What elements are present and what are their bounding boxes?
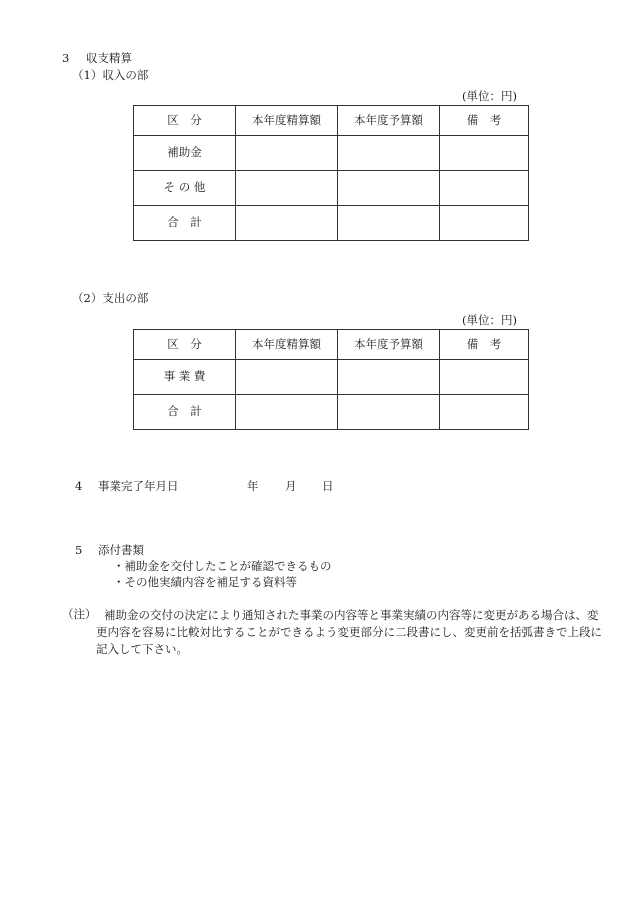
income-settled-cell[interactable] <box>236 136 338 171</box>
section-3-number: 3 <box>62 51 70 65</box>
income-settled-cell[interactable] <box>236 171 338 206</box>
attachment-item: ・補助金を交付したことが確認できるもの <box>113 559 332 573</box>
expense-settled-cell[interactable] <box>236 395 338 430</box>
income-remarks-cell[interactable] <box>440 171 529 206</box>
income-budget-cell[interactable] <box>338 136 440 171</box>
income-header-settled: 本年度精算額 <box>236 106 338 136</box>
section-5-title: 添付書類 <box>98 543 144 557</box>
income-settled-cell[interactable] <box>236 206 338 241</box>
income-table <box>133 105 529 241</box>
completion-month-label: 月 <box>285 479 297 493</box>
note-label: （注） <box>62 607 97 621</box>
table-row <box>134 395 529 430</box>
income-row-label: そ の 他 <box>134 171 236 206</box>
income-header-budget: 本年度予算額 <box>338 106 440 136</box>
expense-header-settled: 本年度精算額 <box>236 330 338 360</box>
attachment-item: ・その他実績内容を補足する資料等 <box>113 575 297 589</box>
table-row <box>134 136 529 171</box>
expense-remarks-cell[interactable] <box>440 395 529 430</box>
expense-header-remarks: 備 考 <box>440 330 529 360</box>
income-row-label: 合 計 <box>134 206 236 241</box>
income-budget-cell[interactable] <box>338 206 440 241</box>
income-remarks-cell[interactable] <box>440 136 529 171</box>
completion-year-label: 年 <box>247 479 259 493</box>
expense-settled-cell[interactable] <box>236 360 338 395</box>
expense-budget-cell[interactable] <box>338 360 440 395</box>
expense-remarks-cell[interactable] <box>440 360 529 395</box>
table-row <box>134 171 529 206</box>
income-remarks-cell[interactable] <box>440 206 529 241</box>
income-header-remarks: 備 考 <box>440 106 529 136</box>
completion-day-label: 日 <box>322 479 334 493</box>
expense-row-label: 事 業 費 <box>134 360 236 395</box>
expense-budget-cell[interactable] <box>338 395 440 430</box>
income-unit: (単位：円) <box>462 89 517 103</box>
expense-table-header-row <box>134 330 529 360</box>
expense-heading: （2）支出の部 <box>72 291 149 305</box>
expense-header-budget: 本年度予算額 <box>338 330 440 360</box>
income-budget-cell[interactable] <box>338 171 440 206</box>
income-header-category: 区 分 <box>134 106 236 136</box>
section-4-title: 事業完了年月日 <box>98 479 179 493</box>
table-row <box>134 206 529 241</box>
income-heading: （1）収入の部 <box>72 68 149 82</box>
expense-header-category: 区 分 <box>134 330 236 360</box>
note-text: 補助金の交付の決定により通知された事業の内容等と事業実績の内容等に変更がある場合は、変更内容を容易に比較対比することができるよう変更部分に二段書にし、変更前を括弧書きで上段に記入して下さい。 <box>96 608 602 656</box>
section-5-number: 5 <box>75 543 83 557</box>
expense-table <box>133 329 529 430</box>
section-4-number: 4 <box>75 479 83 493</box>
expense-unit: (単位：円) <box>462 313 517 327</box>
income-table-header-row <box>134 106 529 136</box>
section-3-title: 収支精算 <box>86 51 132 65</box>
table-row <box>134 360 529 395</box>
expense-row-label: 合 計 <box>134 395 236 430</box>
income-row-label: 補助金 <box>134 136 236 171</box>
